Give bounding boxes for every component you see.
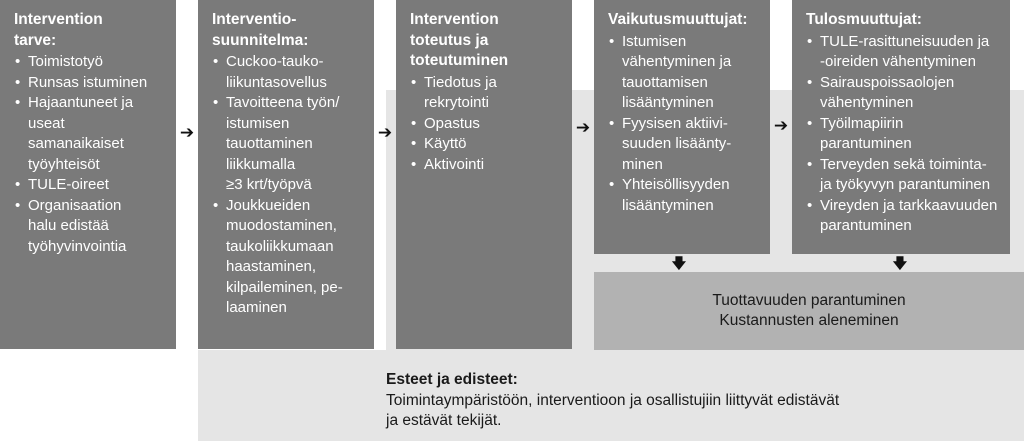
list-item: • Cuckoo-tauko- liikuntasovellus xyxy=(212,52,362,93)
box-list xyxy=(410,73,560,176)
box-title: Vaikutusmuuttujat: xyxy=(608,11,748,28)
list-item: • TULE-rasittuneisuuden ja -oireiden vähentyminen xyxy=(806,32,998,73)
box-intervention-need xyxy=(0,0,176,349)
list-item: • Sairauspoissaolojen vähentyminen xyxy=(806,73,998,114)
box-effect-variables xyxy=(594,0,770,254)
arrow-down-icon: 🡇 xyxy=(892,255,908,271)
box-list xyxy=(14,52,164,257)
arrow-right-icon: ➔ xyxy=(575,118,591,137)
list-item: • TULE-oireet xyxy=(14,175,164,196)
result-line: Tuottavuuden parantuminen xyxy=(712,291,906,309)
list-item: • Opastus xyxy=(410,114,560,135)
result-box xyxy=(594,272,1024,350)
box-outcome-variables xyxy=(792,0,1010,254)
box-title: Intervention tarve: xyxy=(14,11,103,49)
list-item: • Terveyden sekä toiminta- ja työkyvyn parantuminen xyxy=(806,155,998,196)
arrow-right-icon: ➔ xyxy=(179,123,195,142)
barriers-text-line: Toimintaympäristöön, interventioon ja osallistujiin liittyvät edistävät xyxy=(386,391,840,409)
arrow-right-icon: ➔ xyxy=(377,123,393,142)
box-intervention-plan xyxy=(198,0,374,349)
list-item: • Toimistotyö xyxy=(14,52,164,73)
box-list xyxy=(806,32,998,237)
arrow-down-icon: 🡇 xyxy=(671,255,687,271)
barriers-section xyxy=(386,370,1006,432)
list-item: • Istumisen vähentyminen ja tauottamisen lisääntyminen xyxy=(608,32,758,114)
list-item: • Tavoitteena työn/ istumisen tauottaminen liikkumalla ≥3 krt/työpvä xyxy=(212,93,362,196)
list-item: • Vireyden ja tarkkaavuuden parantuminen xyxy=(806,196,998,237)
list-item: • Yhteisöllisyyden lisääntyminen xyxy=(608,175,758,216)
box-intervention-implementation xyxy=(396,0,572,349)
barriers-text-line: ja estävät tekijät. xyxy=(386,412,502,429)
box-list xyxy=(608,32,758,217)
list-item: • Joukkueiden muodostaminen, taukoliikkumaan haastaminen, kilpaileminen, pe- laaminen xyxy=(212,196,362,319)
list-item: • Aktivointi xyxy=(410,155,560,176)
list-item: • Fyysisen aktiivi- suuden lisäänty- minen xyxy=(608,114,758,176)
result-line: Kustannusten aleneminen xyxy=(719,312,899,329)
list-item: • Käyttö xyxy=(410,134,560,155)
box-list xyxy=(212,52,362,319)
list-item: • Hajaantuneet ja useat samanaikaiset työyhteisöt xyxy=(14,93,164,175)
list-item: • Tiedotus ja rekrytointi xyxy=(410,73,560,114)
box-title: Tulosmuuttujat: xyxy=(806,11,922,28)
barriers-title: Esteet ja edisteet: xyxy=(386,371,518,388)
box-title: Interventio- suunnitelma: xyxy=(212,11,309,49)
box-title: Intervention toteutus ja toteutuminen xyxy=(410,11,509,69)
list-item: • Työilmapiirin parantuminen xyxy=(806,114,998,155)
list-item: • Organisaation halu edistää työhyvinvointia xyxy=(14,196,164,258)
arrow-right-icon: ➔ xyxy=(773,116,789,135)
list-item: • Runsas istuminen xyxy=(14,73,164,94)
